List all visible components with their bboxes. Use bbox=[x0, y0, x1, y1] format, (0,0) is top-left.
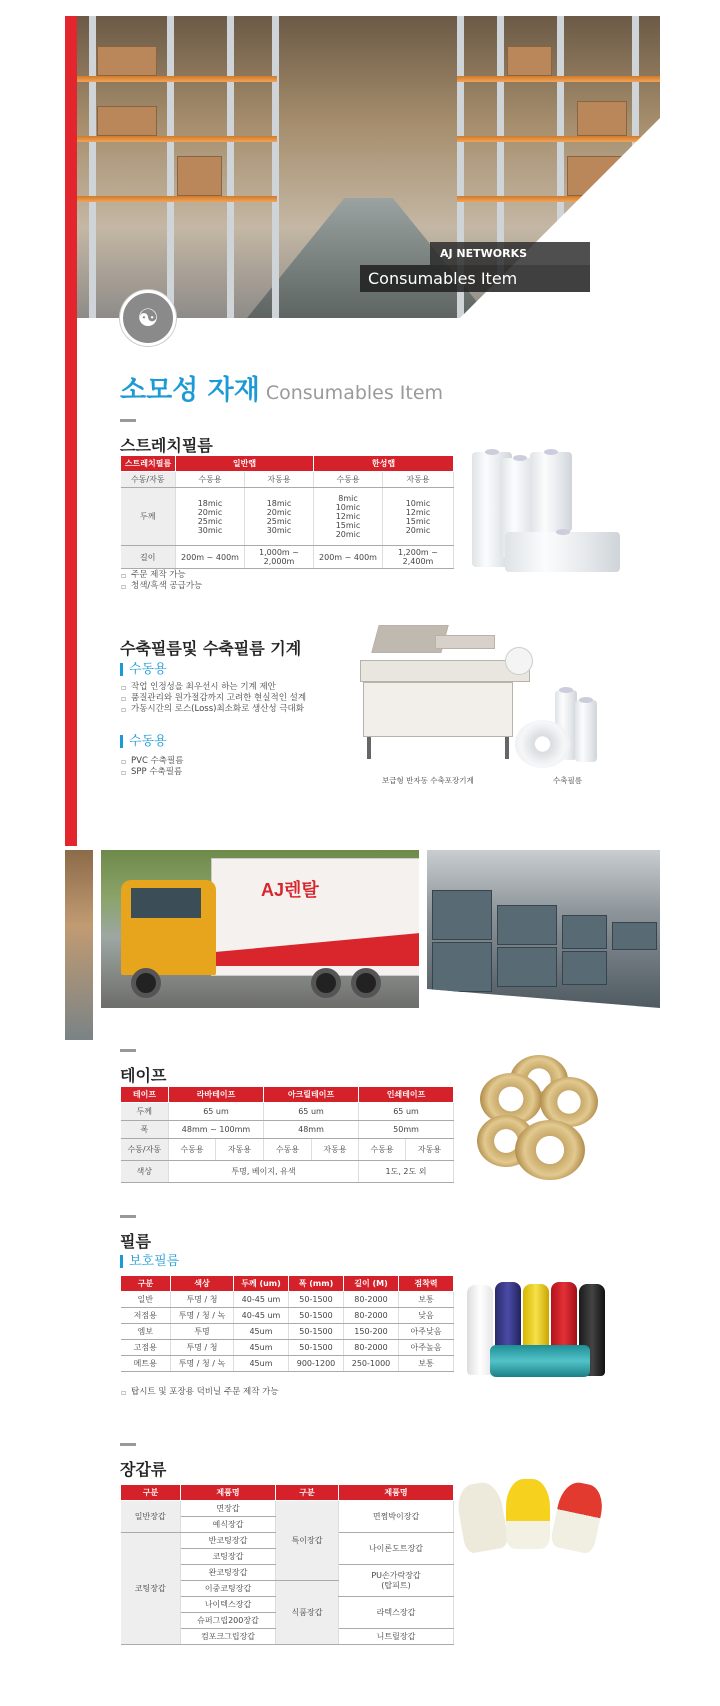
film-sub: 보호필름 bbox=[120, 1255, 179, 1268]
gloves-head: 구분 bbox=[276, 1485, 339, 1501]
table-cell: 1,000m ~ 2,000m bbox=[245, 546, 314, 569]
list-item: ▫ SPP 수축필름 bbox=[121, 767, 183, 778]
list-item: ▫ PVC 수축필름 bbox=[121, 756, 183, 767]
table-cell: 코팅장갑 bbox=[181, 1549, 276, 1565]
table-cell: 자동용 bbox=[312, 1139, 359, 1161]
table-cell: 18mic 20mic 25mic 30mic bbox=[176, 488, 245, 546]
table-cell: 두께 bbox=[121, 1103, 169, 1121]
table-cell: 수동용 bbox=[169, 1139, 216, 1161]
section-divider bbox=[120, 1049, 136, 1052]
table-cell: 자동용 bbox=[245, 472, 314, 488]
table-cell: 45um bbox=[234, 1340, 289, 1356]
table-cell: 아주낮음 bbox=[399, 1324, 454, 1340]
table-cell: 수동/자동 bbox=[121, 1139, 169, 1161]
list-item: ▫ 가동시간의 로스(Loss)최소화로 생산성 극대화 bbox=[121, 704, 306, 715]
table-cell: 니트릴장갑 bbox=[339, 1629, 454, 1645]
tape-head-3: 인쇄테이프 bbox=[359, 1087, 454, 1103]
stretch-film-image bbox=[470, 450, 620, 575]
table-cell: 두께 bbox=[121, 488, 176, 546]
table-cell: 1도, 2도 외 bbox=[359, 1161, 454, 1183]
list-item: ▫ 탑시트 및 포장용 덕비닐 주문 제작 가능 bbox=[121, 1387, 279, 1398]
table-cell: 80-2000 bbox=[344, 1308, 399, 1324]
table-cell: 수동용 bbox=[359, 1139, 406, 1161]
table-cell: 150-200 bbox=[344, 1324, 399, 1340]
table-cell: 투명 bbox=[171, 1324, 234, 1340]
table-cell: 8mic 10mic 12mic 15mic 20mic bbox=[314, 488, 383, 546]
stretch-notes bbox=[121, 570, 202, 592]
film-head: 길이 (M) bbox=[344, 1276, 399, 1292]
table-cell: 1,200m ~ 2,400m bbox=[383, 546, 454, 569]
section-divider bbox=[120, 1443, 136, 1446]
table-cell: 투명, 베이지, 유색 bbox=[169, 1161, 359, 1183]
page-title-en: Consumables Item bbox=[265, 382, 444, 404]
protective-film-image bbox=[465, 1280, 615, 1380]
table-cell: 250-1000 bbox=[344, 1356, 399, 1372]
table-cell: 65 um bbox=[264, 1103, 359, 1121]
table-row bbox=[121, 1308, 454, 1324]
table-cell: 50-1500 bbox=[289, 1340, 344, 1356]
shrink-sub1: 수동용 bbox=[120, 663, 167, 676]
section-divider bbox=[120, 419, 136, 422]
table-cell: 수동/자동 bbox=[121, 472, 176, 488]
table-cell: 18mic 20mic 25mic 30mic bbox=[245, 488, 314, 546]
table-cell: 보통 bbox=[399, 1292, 454, 1308]
containers-image bbox=[427, 850, 660, 1008]
people-icon: ☯ bbox=[120, 290, 176, 346]
table-cell: 색상 bbox=[121, 1161, 169, 1183]
table-cell: 엠보 bbox=[121, 1324, 171, 1340]
table-cell: 수동용 bbox=[264, 1139, 312, 1161]
table-cell: 80-2000 bbox=[344, 1292, 399, 1308]
table-cell: 65 um bbox=[359, 1103, 454, 1121]
table-cell: 메트용 bbox=[121, 1356, 171, 1372]
list-item: ▫ 주문 제작 가능 bbox=[121, 570, 202, 581]
table-cell: 일반 bbox=[121, 1292, 171, 1308]
stretch-table bbox=[120, 455, 454, 569]
film-caption: 수축필름 bbox=[553, 776, 582, 785]
film-head: 두께 (um) bbox=[234, 1276, 289, 1292]
film-head: 점착력 bbox=[399, 1276, 454, 1292]
tape-head-2: 아크릴테이프 bbox=[264, 1087, 359, 1103]
tape-table bbox=[120, 1086, 454, 1183]
section-divider bbox=[120, 1215, 136, 1218]
gloves-title: 장갑류 bbox=[120, 1460, 167, 1479]
table-cell: 45um bbox=[234, 1356, 289, 1372]
machine-caption: 보급형 반자동 수축포장기계 bbox=[382, 776, 474, 785]
table-cell: 나이론도트장갑 bbox=[339, 1533, 454, 1565]
gloves-head: 구분 bbox=[121, 1485, 181, 1501]
hero-company: AJ NETWORKS bbox=[430, 242, 590, 265]
table-cell: 라텍스장갑 bbox=[339, 1597, 454, 1629]
film-title: 필름 bbox=[120, 1232, 151, 1251]
stretch-title: 스트레치필름 bbox=[120, 436, 213, 455]
shrink-notes2 bbox=[121, 756, 183, 778]
film-head: 폭 (mm) bbox=[289, 1276, 344, 1292]
table-cell: 폭 bbox=[121, 1121, 169, 1139]
stretch-head-1: 일반랩 bbox=[176, 456, 314, 472]
table-cell: 나이텍스장갑 bbox=[181, 1597, 276, 1613]
table-cell: 일반장갑 bbox=[121, 1501, 181, 1533]
tape-head-0: 테이프 bbox=[121, 1087, 169, 1103]
table-cell: 면쩜박이장갑 bbox=[339, 1501, 454, 1533]
table-cell: 코팅장갑 bbox=[121, 1533, 181, 1645]
table-cell: PU손가락장갑 (탑피트) bbox=[339, 1565, 454, 1597]
shrink-film-image bbox=[515, 690, 605, 770]
table-cell: 보통 bbox=[399, 1356, 454, 1372]
table-cell: 40-45 um bbox=[234, 1292, 289, 1308]
table-cell: 40-45 um bbox=[234, 1308, 289, 1324]
table-row bbox=[121, 1356, 454, 1372]
table-cell: 슈퍼그립200장갑 bbox=[181, 1613, 276, 1629]
table-cell: 200m ~ 400m bbox=[176, 546, 245, 569]
table-cell: 50mm bbox=[359, 1121, 454, 1139]
table-cell: 48mm bbox=[264, 1121, 359, 1139]
table-cell: 투명 / 청 bbox=[171, 1340, 234, 1356]
truck-brand: AJ렌탈 bbox=[261, 880, 319, 900]
table-cell: 50-1500 bbox=[289, 1308, 344, 1324]
table-cell: 투명 / 청 bbox=[171, 1292, 234, 1308]
film-head: 색상 bbox=[171, 1276, 234, 1292]
film-notes bbox=[121, 1387, 279, 1398]
table-cell: 아주높음 bbox=[399, 1340, 454, 1356]
table-cell: 예식장갑 bbox=[181, 1517, 276, 1533]
gloves-head: 제품명 bbox=[181, 1485, 276, 1501]
list-item: ▫ 품질관리와 원가절감까지 고려한 현실적인 설계 bbox=[121, 693, 306, 704]
gloves-head: 제품명 bbox=[339, 1485, 454, 1501]
table-cell: 45um bbox=[234, 1324, 289, 1340]
table-cell: 50-1500 bbox=[289, 1292, 344, 1308]
tape-head-1: 라바테이프 bbox=[169, 1087, 264, 1103]
table-cell: 48mm ~ 100mm bbox=[169, 1121, 264, 1139]
list-item: ▫ 청색/흑색 공급가능 bbox=[121, 581, 202, 592]
table-cell: 50-1500 bbox=[289, 1324, 344, 1340]
shrink-title: 수축필름및 수축필름 기계 bbox=[120, 639, 302, 658]
table-cell: 10mic 12mic 15mic 20mic bbox=[383, 488, 454, 546]
tape-title: 테이프 bbox=[120, 1066, 167, 1085]
table-cell: 특이장갑 bbox=[276, 1501, 339, 1581]
table-cell: 200m ~ 400m bbox=[314, 546, 383, 569]
table-cell: 투명 / 청 / 녹 bbox=[171, 1356, 234, 1372]
strip-photo-left bbox=[65, 850, 93, 1040]
table-cell: 투명 / 청 / 녹 bbox=[171, 1308, 234, 1324]
table-cell: 저점용 bbox=[121, 1308, 171, 1324]
shrink-notes1 bbox=[121, 682, 306, 715]
table-cell: 900-1200 bbox=[289, 1356, 344, 1372]
table-cell: 이중코팅장갑 bbox=[181, 1581, 276, 1597]
left-accent-bar bbox=[65, 16, 77, 846]
table-cell: 수동용 bbox=[176, 472, 245, 488]
table-cell: 면장갑 bbox=[181, 1501, 276, 1517]
gloves-image bbox=[460, 1475, 610, 1555]
film-head: 구분 bbox=[121, 1276, 171, 1292]
stretch-head-0: 스트레치필름 bbox=[121, 456, 176, 472]
gloves-table bbox=[120, 1484, 454, 1645]
table-cell: 길이 bbox=[121, 546, 176, 569]
shrink-sub2: 수동용 bbox=[120, 735, 167, 748]
table-cell: 낮음 bbox=[399, 1308, 454, 1324]
shrink-machine-image bbox=[355, 625, 535, 765]
stretch-head-2: 한성랩 bbox=[314, 456, 454, 472]
table-cell: 반코팅장갑 bbox=[181, 1533, 276, 1549]
table-row bbox=[121, 1324, 454, 1340]
table-cell: 65 um bbox=[169, 1103, 264, 1121]
table-cell: 컴포크그립장갑 bbox=[181, 1629, 276, 1645]
table-cell: 고점용 bbox=[121, 1340, 171, 1356]
table-cell: 80-2000 bbox=[344, 1340, 399, 1356]
table-cell: 완코팅장갑 bbox=[181, 1565, 276, 1581]
table-cell: 자동용 bbox=[406, 1139, 454, 1161]
film-table bbox=[120, 1275, 454, 1372]
page-title: 소모성 자재 Consumables Item bbox=[120, 375, 444, 406]
table-cell: 식품장갑 bbox=[276, 1581, 339, 1645]
hero-title: Consumables Item bbox=[360, 265, 590, 292]
hero-warehouse-image bbox=[77, 16, 660, 318]
table-row bbox=[121, 1292, 454, 1308]
tape-image bbox=[475, 1055, 605, 1180]
truck-image bbox=[101, 850, 419, 1008]
table-cell: 수동용 bbox=[314, 472, 383, 488]
table-cell: 자동용 bbox=[216, 1139, 264, 1161]
table-row bbox=[121, 1340, 454, 1356]
list-item: ▫ 작업 인정성을 최우선시 하는 기계 제안 bbox=[121, 682, 306, 693]
table-cell: 자동용 bbox=[383, 472, 454, 488]
